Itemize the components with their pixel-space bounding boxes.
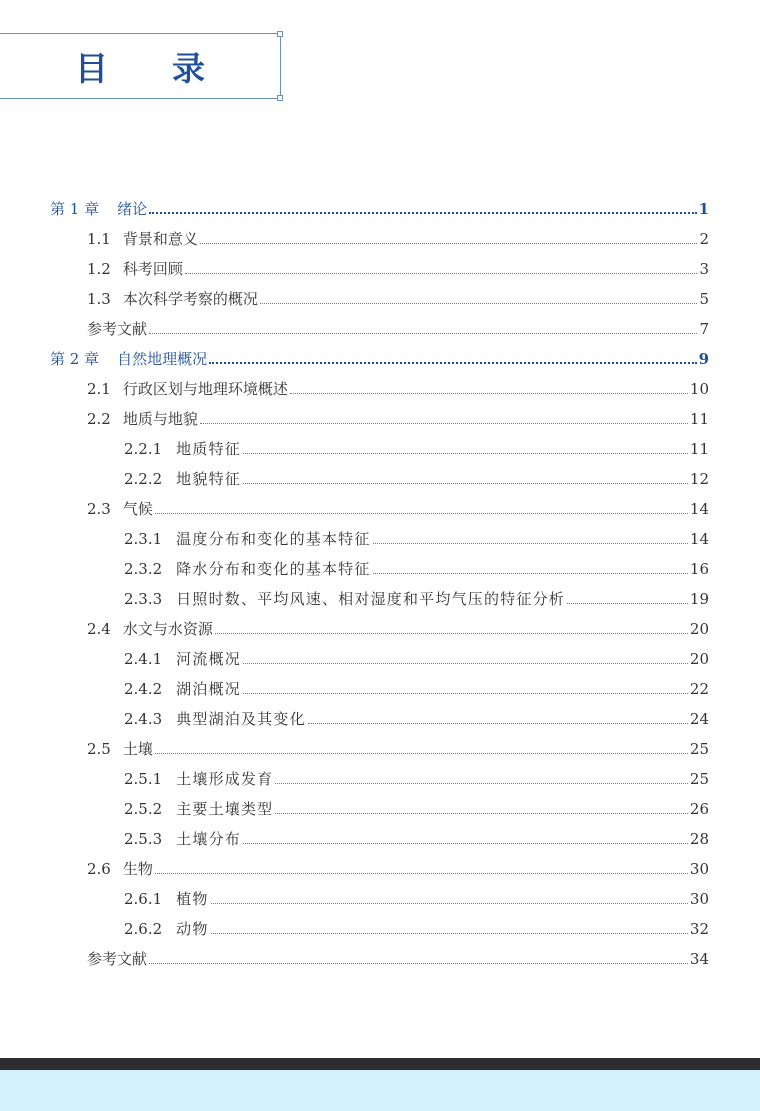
toc-entry[interactable]	[0, 584, 709, 614]
dot-leader	[155, 872, 688, 874]
toc-entry-label: 湖泊概况	[176, 680, 241, 698]
page-title	[0, 34, 280, 98]
toc-entry-page: 3	[699, 260, 709, 278]
toc-entry-number: 2.2.2	[124, 470, 163, 488]
dot-leader	[211, 932, 688, 934]
dot-leader	[200, 242, 698, 244]
dot-leader	[185, 272, 698, 274]
toc-entry-label: 土壤	[122, 740, 153, 758]
dot-leader	[149, 211, 696, 214]
toc-entry-number: 2.4.1	[124, 650, 163, 668]
dot-leader	[155, 512, 688, 514]
toc-entry[interactable]	[0, 554, 709, 584]
dot-leader	[290, 392, 688, 394]
dot-leader	[243, 692, 688, 694]
dot-leader	[308, 722, 688, 724]
toc-entry-label: 参考文献	[87, 950, 148, 968]
toc-entry[interactable]	[0, 254, 709, 284]
toc-entry-label: 植物	[176, 890, 209, 908]
toc-entry-page: 14	[689, 530, 709, 548]
toc-entry-label: 日照时数、平均风速、相对湿度和平均气压的特征分析	[176, 590, 565, 608]
toc-entry-label: 土壤形成发育	[176, 770, 274, 788]
toc-entry-number: 2.6.2	[124, 920, 163, 938]
toc-entry-label: 参考文献	[87, 320, 148, 338]
toc-entry[interactable]	[0, 284, 709, 314]
footer-bar-light	[0, 1070, 760, 1111]
toc-entry-label: 自然地理概况	[117, 350, 208, 368]
toc-entry[interactable]	[0, 224, 709, 254]
toc-entry-label: 行政区划与地理环境概述	[122, 380, 288, 398]
toc-entry-label: 生物	[122, 860, 153, 878]
toc-entry[interactable]	[0, 944, 709, 974]
toc-entry[interactable]	[0, 644, 709, 674]
toc-title-box	[0, 33, 281, 99]
toc-entry-page: 5	[699, 290, 709, 308]
footer-bar-dark	[0, 1058, 760, 1070]
dot-leader	[243, 452, 688, 454]
page-title-char-2: 录	[172, 48, 205, 88]
dot-leader	[373, 542, 688, 544]
dot-leader	[209, 361, 696, 364]
dot-leader	[149, 332, 697, 334]
toc-entry-number: 2.5.2	[124, 800, 163, 818]
toc-entry[interactable]	[0, 914, 709, 944]
toc-entry-label: 温度分布和变化的基本特征	[176, 530, 371, 548]
toc-entry-number: 2.2.1	[124, 440, 163, 458]
toc-entry-label: 背景和意义	[122, 230, 198, 248]
dot-leader	[155, 752, 688, 754]
toc-entry-page: 1	[698, 200, 709, 218]
toc-entry[interactable]	[0, 494, 709, 524]
toc-entry-number: 2.3.3	[124, 590, 163, 608]
toc-entry-label: 绪论	[117, 200, 148, 218]
toc-entry-number: 2.6.1	[124, 890, 163, 908]
toc-entry-page: 2	[699, 230, 709, 248]
toc-entry-page: 12	[689, 470, 709, 488]
toc-entry-number: 第 2 章	[50, 350, 100, 368]
dot-leader	[211, 902, 688, 904]
toc-entry-number: 2.2	[87, 410, 111, 428]
toc-entry[interactable]	[0, 794, 709, 824]
toc-entry-number: 2.3.1	[124, 530, 163, 548]
toc-entry[interactable]	[0, 854, 709, 884]
toc-entry-number: 1.3	[87, 290, 111, 308]
toc-entry-label: 地质特征	[176, 440, 241, 458]
toc-entry-number: 1.2	[87, 260, 111, 278]
toc-entry-page: 20	[689, 620, 709, 638]
toc-entry-number: 2.5	[87, 740, 111, 758]
toc-entry-number: 2.3	[87, 500, 111, 518]
toc-entry[interactable]	[0, 524, 709, 554]
dot-leader	[200, 422, 688, 424]
toc-entry[interactable]	[0, 734, 709, 764]
toc-entry-label: 气候	[122, 500, 153, 518]
toc-entry-page: 14	[689, 500, 709, 518]
toc-entry-label: 降水分布和变化的基本特征	[176, 560, 371, 578]
toc-entry[interactable]	[0, 674, 709, 704]
toc-entry[interactable]	[0, 464, 709, 494]
toc-entry[interactable]	[0, 344, 709, 374]
toc-entry-page: 28	[689, 830, 709, 848]
toc-entry-page: 11	[689, 440, 709, 458]
toc-entry[interactable]	[0, 374, 709, 404]
toc-entry-label: 本次科学考察的概况	[122, 290, 258, 308]
toc-entry-page: 16	[689, 560, 709, 578]
toc-entry[interactable]	[0, 704, 709, 734]
toc-entry-label: 科考回顾	[122, 260, 183, 278]
toc-entry-page: 34	[689, 950, 709, 968]
toc-entry[interactable]	[0, 434, 709, 464]
toc-entry[interactable]	[0, 404, 709, 434]
toc-entry-number: 2.5.3	[124, 830, 163, 848]
dot-leader	[243, 842, 688, 844]
toc-entry-page: 19	[689, 590, 709, 608]
toc-entry-page: 20	[689, 650, 709, 668]
dot-leader	[275, 812, 688, 814]
toc-entry-number: 第 1 章	[50, 200, 100, 218]
page-title-char-1: 目	[75, 48, 108, 88]
toc-entry-label: 主要土壤类型	[176, 800, 274, 818]
dot-leader	[260, 302, 698, 304]
toc-entry-page: 25	[689, 770, 709, 788]
toc-entry-page: 32	[689, 920, 709, 938]
toc-entry-label: 河流概况	[176, 650, 241, 668]
toc-entry-page: 9	[698, 350, 709, 368]
toc-entry-number: 1.1	[87, 230, 111, 248]
toc-entry-label: 地貌特征	[176, 470, 241, 488]
toc-entry-label: 典型湖泊及其变化	[176, 710, 306, 728]
toc-entry-label: 土壤分布	[176, 830, 241, 848]
dot-leader	[149, 962, 688, 964]
toc-entry-label: 地质与地貌	[122, 410, 198, 428]
toc-entry-page: 26	[689, 800, 709, 818]
dot-leader	[373, 572, 688, 574]
toc-entry-number: 2.4.3	[124, 710, 163, 728]
toc-entry-page: 30	[689, 860, 709, 878]
dot-leader	[567, 602, 688, 604]
dot-leader	[243, 662, 688, 664]
toc-entry-page: 25	[689, 740, 709, 758]
toc-entry[interactable]	[0, 884, 709, 914]
toc-entry-page: 10	[689, 380, 709, 398]
toc-entry[interactable]	[0, 194, 709, 224]
toc-entry-label: 动物	[176, 920, 209, 938]
toc-entry-number: 2.3.2	[124, 560, 163, 578]
toc-entry-page: 11	[689, 410, 709, 428]
toc-entry-page: 30	[689, 890, 709, 908]
toc-entry-label: 水文与水资源	[122, 620, 213, 638]
toc-entry-number: 2.6	[87, 860, 111, 878]
toc-entry-number: 2.4.2	[124, 680, 163, 698]
toc-entry-page: 22	[689, 680, 709, 698]
dot-leader	[215, 632, 688, 634]
dot-leader	[275, 782, 688, 784]
toc-entry-number: 2.4	[87, 620, 111, 638]
toc-entry-page: 7	[699, 320, 709, 338]
toc-entry[interactable]	[0, 824, 709, 854]
toc-entry[interactable]	[0, 614, 709, 644]
toc-entry-number: 2.5.1	[124, 770, 163, 788]
toc-entry[interactable]	[0, 764, 709, 794]
dot-leader	[243, 482, 688, 484]
toc-entry[interactable]	[0, 314, 709, 344]
toc-entry-page: 24	[689, 710, 709, 728]
toc-entry-number: 2.1	[87, 380, 111, 398]
